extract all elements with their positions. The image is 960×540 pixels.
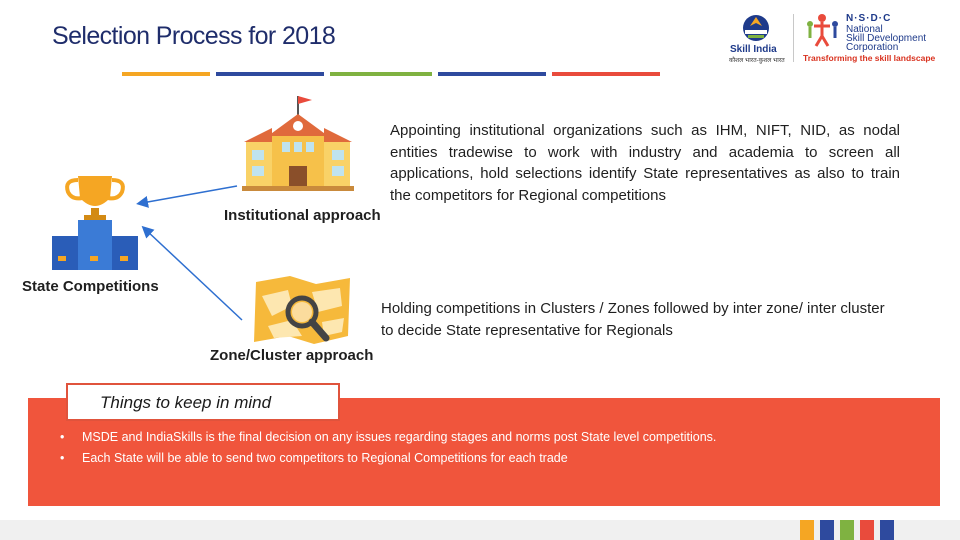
skill-india-subtext: कौशल भारत-कुशल भारत <box>729 58 785 64</box>
arrow-zone <box>146 230 242 320</box>
footer-square <box>880 520 894 540</box>
institutional-approach-description: Appointing institutional organizations such as IHM, NIFT, NID, as nodal entities tradewise to work with industry and academia to screen all applications, hold selections identify State representatives as also to train the competitors for Regional competitions <box>390 122 900 204</box>
institutional-approach-label: Institutional approach <box>224 207 381 224</box>
nsdc-line3: Corporation <box>846 42 899 53</box>
zone-cluster-approach-description: Holding competitions in Clusters / Zones followed by inter zone/ inter cluster to decide State representative for Regionals <box>381 300 885 339</box>
nsdc-tagline: Transforming the skill landscape <box>803 53 936 63</box>
footer-square <box>820 520 834 540</box>
note-item-text: MSDE and IndiaSkills is the final decision on any issues regarding stages and norms post State level competitions. <box>82 430 717 444</box>
nsdc-line2: Skill Development <box>846 33 927 44</box>
nsdc-line1: National <box>846 24 883 35</box>
notes-heading: Things to keep in mind <box>100 393 272 412</box>
skill-india-text: Skill India <box>730 44 777 55</box>
zone-cluster-approach-label: Zone/Cluster approach <box>210 347 374 364</box>
page-title: Selection Process for 2018 <box>52 22 336 50</box>
nsdc-acronym: N·S·D·C <box>846 13 892 24</box>
footer-strip <box>0 520 960 540</box>
footer-square <box>840 520 854 540</box>
arrow-institutional <box>142 186 237 203</box>
footer-square <box>800 520 814 540</box>
school-building-icon <box>242 94 354 192</box>
note-item: • MSDE and IndiaSkills is the final decision on any issues regarding stages and norms post State level competitions. <box>60 430 717 444</box>
note-item: • Each State will be able to send two competitors to Regional Competitions for each trade <box>60 451 568 465</box>
map-search-icon <box>252 276 356 346</box>
state-competitions-label: State Competitions <box>22 278 159 295</box>
footer-square <box>860 520 874 540</box>
note-item-text: Each State will be able to send two competitors to Regional Competitions for each trade <box>82 451 568 465</box>
